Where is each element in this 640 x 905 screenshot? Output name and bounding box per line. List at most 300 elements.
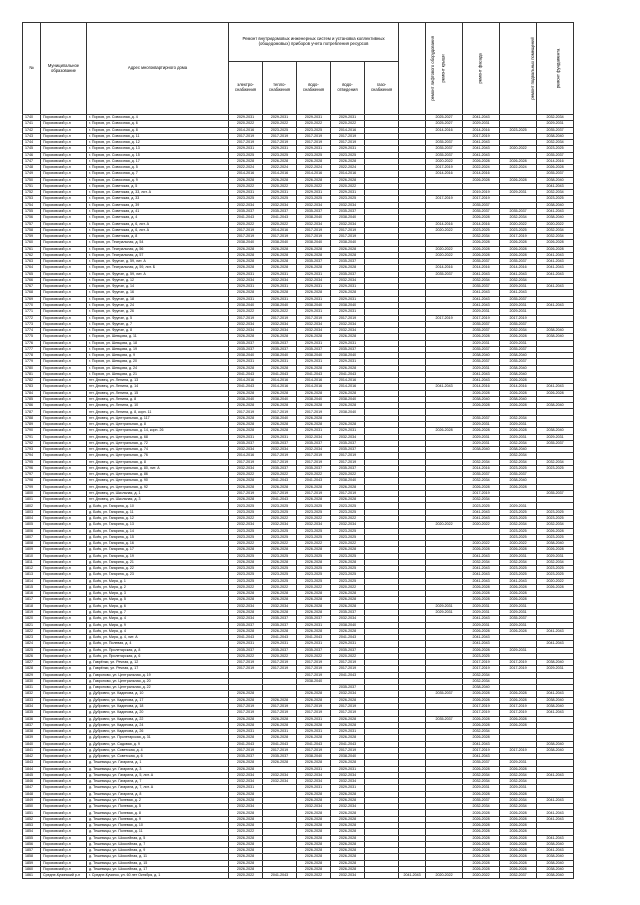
drain-cell: 2023-2025 [331,534,365,540]
municipality-cell: Пороховский р-н [41,509,87,515]
row-number-cell: 1764 [23,265,41,271]
water-cell: 2023-2025 [297,509,331,515]
address-cell: д. Дубровно, ул. Кадинова, д. 18 [87,703,229,709]
water-cell: 2038-2040 [297,302,331,308]
facade-cell: 2026-2028 [463,240,500,246]
address-cell: д. Боёк, ул. Пролетарская, д. 6 [87,653,229,659]
facade-cell: 2017-2019 [463,133,500,139]
electro-cell: 2032-2034 [229,522,263,528]
municipality-cell: Пороховский р-н [41,252,87,258]
drain-cell: 2026-2028 [331,603,365,609]
facade-cell: 2032-2034 [463,497,500,503]
roof-cell: 2020-2022 [426,227,463,233]
roof-cell: 2014-2016 [426,171,463,177]
municipality-cell: Пороховский р-н [41,729,87,735]
address-cell: пгт. Дновец, ул. Центральная, д. 80, лит. А [87,465,229,471]
basement-cell: 2026-2028 [500,177,537,183]
col-header-basement-label: ремонт подвальных помещений [529,37,535,100]
foundation-cell: 2029-2031 [537,666,574,672]
electro-cell: 2026-2028 [229,177,263,183]
facade-cell: 2017-2019 [463,747,500,753]
drain-cell: 2032-2034 [331,804,365,810]
basement-cell: 2026-2028 [500,584,537,590]
row-number-cell: 1743 [23,133,41,139]
row-number-cell: 1840 [23,741,41,747]
row-number-cell: 1799 [23,484,41,490]
heat-cell: 2029-2031 [263,296,297,302]
electro-cell: 2038-2040 [229,353,263,359]
basement-cell: 2038-2040 [500,447,537,453]
foundation-cell: 2026-2028 [537,390,574,396]
municipality-cell: Пороховский р-н [41,415,87,421]
electro-cell: 2023-2025 [229,572,263,578]
water-cell: 2023-2025 [297,553,331,559]
facade-cell: 2014-2016 [463,221,500,227]
row-number-cell: 1855 [23,835,41,841]
foundation-cell: 2038-2040 [537,747,574,753]
water-cell: 2026-2028 [297,265,331,271]
address-cell: д. Тешевицы, ул. Гагарина, д. 7 [87,779,229,785]
electro-cell: 2020-2022 [229,309,263,315]
facade-cell: 2026-2028 [463,722,500,728]
water-cell: 2029-2031 [297,766,331,772]
address-cell: д. Тешевицы, ул. Шоссейная, д. 9 [87,848,229,854]
row-number-cell: 1786 [23,403,41,409]
electro-cell: 2035-2037 [229,754,263,760]
electro-cell: 2026-2028 [229,422,263,428]
municipality-cell: Пороховский р-н [41,490,87,496]
foundation-cell: 2041-2043 [537,816,574,822]
basement-cell: 2026-2028 [500,597,537,603]
facade-cell: 2038-2040 [463,447,500,453]
water-cell: 2038-2040 [297,396,331,402]
row-number-cell: 1831 [23,685,41,691]
basement-cell: 2017-2019 [500,234,537,240]
heat-cell: 2029-2031 [263,146,297,152]
facade-cell: 2026-2028 [463,158,500,164]
row-number-cell: 1792 [23,440,41,446]
heat-cell: 2041-2043 [263,635,297,641]
row-number-cell: 1860 [23,866,41,872]
row-number-cell: 1760 [23,240,41,246]
heat-cell: 2041-2043 [263,873,297,879]
facade-cell: 2026-2028 [463,716,500,722]
municipality-cell: Пороховский р-н [41,703,87,709]
drain-cell: 2026-2028 [331,866,365,872]
foundation-cell: 2041-2043 [537,628,574,634]
electro-cell: 2026-2028 [229,866,263,872]
row-number-cell: 1816 [23,591,41,597]
electro-cell: 2017-2019 [229,133,263,139]
heat-cell: 2017-2019 [263,666,297,672]
water-cell: 2026-2028 [297,810,331,816]
row-number-cell: 1828 [23,666,41,672]
water-cell: 2029-2031 [297,296,331,302]
electro-cell: 2026-2028 [229,403,263,409]
foundation-cell: 2029-2031 [537,553,574,559]
address-cell: д. Гавроново, ул. Центральная, д. 22 [87,685,229,691]
drain-cell: 2014-2016 [331,384,365,390]
col-header-elevator [399,23,435,115]
heat-cell: 2023-2025 [263,528,297,534]
facade-cell: 2038-2040 [463,685,500,691]
electro-cell: 2032-2034 [229,616,263,622]
water-cell: 2014-2016 [297,384,331,390]
water-cell: 2029-2031 [297,146,331,152]
heat-cell: 2032-2034 [263,603,297,609]
municipality-cell: Пороховский р-н [41,133,87,139]
address-cell: г. Порхов, ул. Совхозная, д. 17 [87,158,229,164]
municipality-cell: Пороховский р-н [41,603,87,609]
basement-cell: 2032-2034 [500,453,537,459]
row-number-cell: 1761 [23,246,41,252]
electro-cell: 2032-2034 [229,447,263,453]
basement-cell: 2029-2031 [500,190,537,196]
row-number-cell: 1825 [23,647,41,653]
foundation-cell: 2038-2040 [537,133,574,139]
water-cell: 2020-2022 [297,653,331,659]
row-number-cell: 1857 [23,848,41,854]
facade-cell: 2032-2034 [463,478,500,484]
roof-cell: 2025-2027 [426,115,463,121]
basement-cell: 2017-2019 [500,666,537,672]
address-cell: д. Боёк, ул. Мира, д. 4, лит. А [87,635,229,641]
electro-cell: 2017-2019 [229,666,263,672]
basement-cell: 2026-2028 [500,716,537,722]
facade-cell: 2041-2043 [463,290,500,296]
electro-cell: 2026-2028 [229,860,263,866]
address-cell: пгт. Дновец, ул. Ленина, д. 15 [87,390,229,396]
foundation-cell: 2041-2043 [537,835,574,841]
address-cell: г. Порхов, ул. Советская, д. 6, лит. А [87,227,229,233]
municipality-cell: Пороховский р-н [41,127,87,133]
drain-cell: 2038-2040 [331,215,365,221]
electro-cell: 2026-2028 [229,597,263,603]
basement-cell: 2026-2028 [500,428,537,434]
row-number-cell: 1829 [23,672,41,678]
row-number-cell: 1766 [23,277,41,283]
electro-cell: 2038-2040 [229,302,263,308]
electro-cell: 2026-2028 [229,760,263,766]
basement-cell: 2022-2024 [500,165,537,171]
municipality-cell: Пороховский р-н [41,246,87,252]
row-number-cell: 1757 [23,221,41,227]
water-cell: 2032-2034 [297,277,331,283]
basement-cell: 2026-2028 [500,697,537,703]
facade-cell: 2017-2019 [463,315,500,321]
facade-cell: 2032-2034 [463,729,500,735]
facade-cell: 2023-2025 [463,503,500,509]
foundation-cell: 2023-2025 [537,146,574,152]
gas-cell [365,873,399,879]
facade-cell: 2041-2043 [463,553,500,559]
row-number-cell: 1858 [23,854,41,860]
basement-cell: 2032-2034 [500,779,537,785]
heat-cell: 2038-2040 [263,302,297,308]
drain-cell: 2020-2022 [331,541,365,547]
facade-cell: 2041-2043 [463,616,500,622]
roof-cell: 2020-2022 [426,873,463,879]
facade-cell: 2041-2043 [463,578,500,584]
foundation-cell: 2032-2034 [537,234,574,240]
address-cell: пгт. Дновец, ул. Ленина, д. 13 [87,378,229,384]
row-number-cell: 1745 [23,146,41,152]
facade-cell: 2041-2043 [463,516,500,522]
address-cell: д. Гаврёлки, ул. Речная, д. 17 [87,666,229,672]
facade-cell: 2029-2031 [463,434,500,440]
municipality-cell: Пороховский р-н [41,841,87,847]
electro-cell: 2029-2031 [229,785,263,791]
electro-cell: 2026-2028 [229,484,263,490]
col-header-address: Адрес многоквартирного дома [87,23,229,115]
drain-cell: 2032-2034 [331,616,365,622]
facade-cell: 2026-2028 [463,215,500,221]
water-cell: 2020-2022 [297,183,331,189]
drain-cell: 2041-2043 [331,371,365,377]
basement-cell: 2026-2028 [500,841,537,847]
address-cell: д. Тешевицы, ул. Полевая, д. 10 [87,823,229,829]
row-number-cell: 1818 [23,603,41,609]
drain-cell: 2035-2037 [331,440,365,446]
roof-cell: 2020-2022 [426,252,463,258]
municipality-cell: Пороховский р-н [41,384,87,390]
water-cell: 2026-2028 [297,591,331,597]
basement-cell: 2032-2034 [500,522,537,528]
municipality-cell: Пороховский р-н [41,534,87,540]
heat-cell: 2020-2022 [263,541,297,547]
row-number-cell: 1845 [23,772,41,778]
water-cell: 2035-2037 [297,440,331,446]
electro-cell: 2041-2043 [229,635,263,641]
address-cell: пгт. Дновец, ул. Центральная, д. 72 [87,440,229,446]
row-number-cell: 1804 [23,516,41,522]
col-header-elevator-label: ремонт лифтового оборудования [429,36,435,101]
address-cell: г. Порхов, ул. Театральная, д. 57 [87,252,229,258]
row-number-cell: 1820 [23,616,41,622]
water-cell: 2017-2019 [297,666,331,672]
electro-cell: 2023-2025 [229,578,263,584]
heat-cell: 2014-2016 [263,227,297,233]
heat-cell: 2017-2019 [263,234,297,240]
water-cell: 2029-2031 [297,309,331,315]
drain-cell: 2029-2031 [331,284,365,290]
heat-cell: 2026-2028 [263,334,297,340]
municipality-cell: Пороховский р-н [41,177,87,183]
municipality-cell: Пороховский р-н [41,396,87,402]
facade-cell: 2017-2019 [463,660,500,666]
drain-cell: 2014-2016 [331,378,365,384]
facade-cell: 2026-2028 [463,403,500,409]
drain-cell: 2026-2028 [331,823,365,829]
address-cell: пгт. Дновец, ул. Центральная, д. 90 [87,478,229,484]
address-cell: г. Порхов, ул. Фрунзе, д. 7 [87,321,229,327]
drain-cell: 2023-2025 [331,152,365,158]
drain-cell: 2041-2043 [331,635,365,641]
water-cell: 2023-2025 [297,503,331,509]
foundation-cell: 2026-2028 [537,528,574,534]
facade-cell: 2026-2028 [463,628,500,634]
foundation-cell: 2029-2031 [537,434,574,440]
municipality-cell: Пороховский р-н [41,465,87,471]
drain-cell: 2026-2028 [331,390,365,396]
address-cell: д. Боёк, ул. Гагарина, д. 22 [87,566,229,572]
drain-cell: 2017-2019 [331,133,365,139]
water-cell: 2026-2028 [297,365,331,371]
row-number-cell: 1754 [23,202,41,208]
municipality-cell: Пороховский р-н [41,678,87,684]
facade-cell: 2035-2037 [463,208,500,214]
water-cell: 2017-2019 [297,453,331,459]
facade-cell: 2026-2028 [463,691,500,697]
address-cell: г. Порхов, ул. Фрунзе, д. 5 [87,315,229,321]
facade-cell: 2014-2016 [463,127,500,133]
address-cell: г. Средне-Кучинск, ул. 60 лет Октября, д. 1 [87,873,229,879]
heat-cell: 2023-2025 [263,572,297,578]
address-cell: д. Боёк, ул. Полевая, д. 4 [87,641,229,647]
water-cell: 2023-2025 [297,566,331,572]
drain-cell: 2032-2034 [331,277,365,283]
drain-cell: 2035-2037 [331,447,365,453]
electro-cell: 2020-2022 [229,221,263,227]
drain-cell: 2038-2040 [331,622,365,628]
electro-cell: 2032-2034 [229,804,263,810]
foundation-cell: 2041-2043 [537,810,574,816]
address-cell: пгт. Дновец, ул. Центральная, д. 76 [87,453,229,459]
municipality-cell: Пороховский р-н [41,597,87,603]
municipality-cell: Пороховский р-н [41,685,87,691]
col-header-roof-label: ремонт крыши [440,54,446,83]
foundation-cell: 2032-2034 [537,459,574,465]
facade-cell: 2026-2028 [463,854,500,860]
drain-cell: 2026-2028 [331,597,365,603]
facade-cell: 2041-2043 [463,754,500,760]
electro-cell: 2026-2028 [229,816,263,822]
heat-cell: 2020-2022 [263,653,297,659]
row-number-cell: 1742 [23,127,41,133]
electro-cell: 2020-2022 [229,472,263,478]
municipality-cell: Пороховский р-н [41,158,87,164]
row-number-cell: 1751 [23,183,41,189]
address-cell: пгт. Дновец, ул. Школьная, д. 3 [87,497,229,503]
row-number-cell: 1838 [23,729,41,735]
municipality-cell: Пороховский р-н [41,334,87,340]
electro-cell: 2035-2037 [229,647,263,653]
foundation-cell: 2035-2037 [537,490,574,496]
address-cell: пгт. Дновец, ул. Ленина, д. 8 [87,396,229,402]
heat-cell: 2029-2031 [263,115,297,121]
drain-cell: 2038-2040 [331,353,365,359]
basement-cell: 2026-2028 [500,823,537,829]
drain-cell: 2014-2016 [331,171,365,177]
row-number-cell: 1746 [23,152,41,158]
municipality-cell: Пороховский р-н [41,290,87,296]
basement-cell: 2032-2034 [500,559,537,565]
heat-cell: 2026-2028 [263,252,297,258]
municipality-cell: Пороховский р-н [41,591,87,597]
row-number-cell: 1833 [23,697,41,703]
water-cell: 2029-2031 [297,271,331,277]
heat-cell: 2026-2028 [263,559,297,565]
electro-cell: 2029-2031 [229,271,263,277]
water-cell: 2026-2028 [297,158,331,164]
address-cell: д. Боёк, ул. Мира, д. 3 [87,591,229,597]
water-cell: 2026-2028 [297,177,331,183]
facade-cell: 2041-2043 [463,140,500,146]
facade-cell: 2035-2037 [463,284,500,290]
row-number-cell: 1802 [23,503,41,509]
basement-cell: 2023-2025 [500,465,537,471]
electro-cell: 2014-2016 [229,127,263,133]
roof-cell: 2035-2037 [426,152,463,158]
basement-cell: 2029-2031 [500,647,537,653]
foundation-cell: 2038-2040 [537,428,574,434]
drain-cell: 2026-2028 [331,158,365,164]
foundation-cell: 2032-2034 [537,559,574,565]
electro-cell: 2023-2025 [229,528,263,534]
municipality-cell: Пороховский р-н [41,860,87,866]
municipality-cell: Пороховский р-н [41,434,87,440]
municipality-cell: Пороховский р-н [41,653,87,659]
electro-cell: 2035-2037 [229,340,263,346]
water-cell: 2017-2019 [297,227,331,233]
row-number-cell: 1806 [23,528,41,534]
heat-cell: 2032-2034 [263,522,297,528]
row-number-cell: 1810 [23,553,41,559]
basement-cell: 2026-2028 [500,334,537,340]
row-number-cell: 1785 [23,396,41,402]
water-cell: 2029-2031 [297,622,331,628]
facade-cell: 2035-2037 [463,328,500,334]
facade-cell: 2014-2016 [463,384,500,390]
row-number-cell: 1793 [23,447,41,453]
water-cell: 2026-2028 [297,597,331,603]
drain-cell: 2026-2028 [331,810,365,816]
drain-cell: 2026-2028 [331,697,365,703]
municipality-cell: Пороховский р-н [41,697,87,703]
row-number-cell: 1740 [23,115,41,121]
drain-cell: 2032-2034 [331,202,365,208]
electro-cell: 2026-2028 [229,478,263,484]
address-cell: пгт. Дновец, ул. Центральная, д. 8 [87,459,229,465]
basement-cell: 2038-2040 [500,396,537,402]
electro-cell: 2023-2025 [229,553,263,559]
municipality-cell: Пороховский р-н [41,227,87,233]
foundation-cell: 2029-2031 [537,121,574,127]
drain-cell: 2026-2028 [331,716,365,722]
electro-cell: 2026-2028 [229,697,263,703]
municipality-cell: Пороховский р-н [41,265,87,271]
facade-cell: 2041-2043 [463,271,500,277]
municipality-cell: Пороховский р-н [41,616,87,622]
water-cell: 2038-2040 [297,754,331,760]
address-cell: д. Тешевицы, ул. Полевая, д. 2 [87,797,229,803]
row-number-cell: 1805 [23,522,41,528]
water-cell: 2026-2028 [297,866,331,872]
municipality-cell: Пороховский р-н [41,516,87,522]
electro-cell: 2041-2043 [229,215,263,221]
address-cell: г. Порхов, ул. Советская, д. 5 [87,183,229,189]
municipality-cell: Пороховский р-н [41,578,87,584]
heat-cell: 2017-2019 [263,703,297,709]
municipality-cell: Пороховский р-н [41,459,87,465]
drain-cell: 2026-2028 [331,497,365,503]
municipality-cell: Пороховский р-н [41,760,87,766]
heat-cell: 2017-2019 [263,710,297,716]
heat-cell: 2023-2025 [263,503,297,509]
municipality-cell: Пороховский р-н [41,328,87,334]
drain-cell: 2026-2028 [331,628,365,634]
drain-cell: 2026-2028 [331,591,365,597]
